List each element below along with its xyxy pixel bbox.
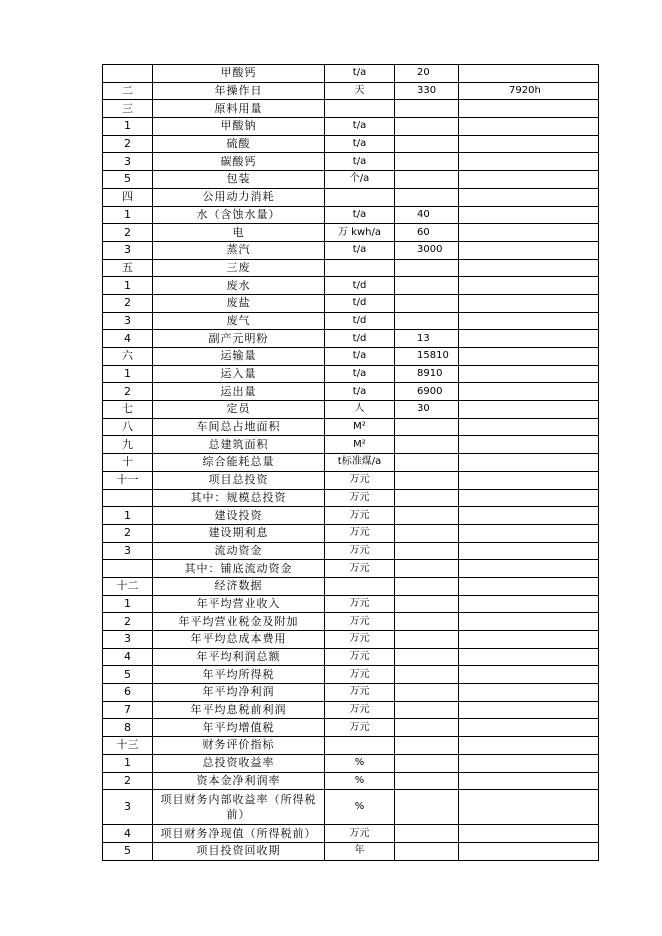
item-name: 定员 bbox=[153, 401, 325, 419]
item-name: 副产元明粉 bbox=[153, 330, 325, 348]
row-number bbox=[103, 65, 153, 83]
item-note bbox=[459, 294, 599, 312]
item-name: 项目投资回收期 bbox=[153, 842, 325, 860]
row-number: 2 bbox=[103, 224, 153, 242]
table-row bbox=[103, 471, 599, 489]
item-name: 三废 bbox=[153, 259, 325, 277]
item-note: 7920h bbox=[459, 82, 599, 100]
item-name: 经济数据 bbox=[153, 577, 325, 595]
item-note bbox=[459, 259, 599, 277]
item-value bbox=[395, 842, 459, 860]
indicator-table bbox=[102, 64, 599, 861]
item-unit: 万元 bbox=[325, 825, 395, 843]
item-unit: t/a bbox=[325, 348, 395, 366]
table-row bbox=[103, 365, 599, 383]
item-value bbox=[395, 471, 459, 489]
item-note bbox=[459, 383, 599, 401]
table-row bbox=[103, 772, 599, 790]
item-note bbox=[459, 595, 599, 613]
item-note bbox=[459, 348, 599, 366]
item-value bbox=[395, 454, 459, 472]
item-unit: t/d bbox=[325, 277, 395, 295]
item-note bbox=[459, 418, 599, 436]
item-note bbox=[459, 754, 599, 772]
item-value: 15810 bbox=[395, 348, 459, 366]
row-number: 1 bbox=[103, 277, 153, 295]
item-value bbox=[395, 613, 459, 631]
item-note bbox=[459, 153, 599, 171]
row-number: 3 bbox=[103, 153, 153, 171]
item-value: 60 bbox=[395, 224, 459, 242]
item-name: 包装 bbox=[153, 171, 325, 189]
item-name: 其中：规模总投资 bbox=[153, 489, 325, 507]
item-name: 年平均总成本费用 bbox=[153, 631, 325, 649]
item-unit: t/a bbox=[325, 206, 395, 224]
item-note bbox=[459, 524, 599, 542]
item-name: 财务评价指标 bbox=[153, 737, 325, 755]
item-note bbox=[459, 842, 599, 860]
item-name: 硫酸 bbox=[153, 135, 325, 153]
item-unit: 人 bbox=[325, 401, 395, 419]
item-value: 20 bbox=[395, 65, 459, 83]
item-note bbox=[459, 206, 599, 224]
table-row bbox=[103, 524, 599, 542]
item-name: 建设投资 bbox=[153, 507, 325, 525]
item-unit: 年 bbox=[325, 842, 395, 860]
table-row bbox=[103, 542, 599, 560]
item-value: 30 bbox=[395, 401, 459, 419]
row-number: 3 bbox=[103, 542, 153, 560]
item-unit: 万元 bbox=[325, 595, 395, 613]
row-number: 十二 bbox=[103, 577, 153, 595]
item-unit: t/d bbox=[325, 294, 395, 312]
row-number: 1 bbox=[103, 595, 153, 613]
row-number: 四 bbox=[103, 188, 153, 206]
item-name: 车间总占地面积 bbox=[153, 418, 325, 436]
table-row bbox=[103, 241, 599, 259]
item-value bbox=[395, 312, 459, 330]
row-number: 1 bbox=[103, 507, 153, 525]
item-note bbox=[459, 65, 599, 83]
table-row bbox=[103, 560, 599, 578]
item-value bbox=[395, 754, 459, 772]
row-number: 1 bbox=[103, 206, 153, 224]
table-row bbox=[103, 224, 599, 242]
row-number: 8 bbox=[103, 719, 153, 737]
item-value bbox=[395, 772, 459, 790]
item-value: 6900 bbox=[395, 383, 459, 401]
item-unit: 万元 bbox=[325, 684, 395, 702]
table-row bbox=[103, 595, 599, 613]
table-row bbox=[103, 842, 599, 860]
item-note bbox=[459, 489, 599, 507]
item-value bbox=[395, 153, 459, 171]
table-row bbox=[103, 436, 599, 454]
item-value bbox=[395, 719, 459, 737]
row-number: 1 bbox=[103, 754, 153, 772]
item-note bbox=[459, 666, 599, 684]
row-number: 5 bbox=[103, 842, 153, 860]
table-row bbox=[103, 577, 599, 595]
row-number: 八 bbox=[103, 418, 153, 436]
table-row bbox=[103, 666, 599, 684]
item-note bbox=[459, 188, 599, 206]
item-note bbox=[459, 507, 599, 525]
item-unit: 万元 bbox=[325, 489, 395, 507]
item-name: 甲酸钙 bbox=[153, 65, 325, 83]
item-unit: 万元 bbox=[325, 613, 395, 631]
table-row bbox=[103, 401, 599, 419]
item-name: 蒸汽 bbox=[153, 241, 325, 259]
table-row bbox=[103, 100, 599, 118]
row-number: 6 bbox=[103, 684, 153, 702]
item-name: 年平均净利润 bbox=[153, 684, 325, 702]
item-note bbox=[459, 241, 599, 259]
item-note bbox=[459, 790, 599, 825]
item-note bbox=[459, 542, 599, 560]
item-note bbox=[459, 648, 599, 666]
item-value: 3000 bbox=[395, 241, 459, 259]
item-value bbox=[395, 790, 459, 825]
row-number bbox=[103, 489, 153, 507]
item-note bbox=[459, 365, 599, 383]
item-note bbox=[459, 224, 599, 242]
item-name: 项目财务净现值（所得税前） bbox=[153, 825, 325, 843]
item-unit bbox=[325, 737, 395, 755]
item-unit bbox=[325, 188, 395, 206]
item-value bbox=[395, 524, 459, 542]
item-unit: t/a bbox=[325, 365, 395, 383]
item-name: 总建筑面积 bbox=[153, 436, 325, 454]
item-name: 项目财务内部收益率（所得税前） bbox=[153, 790, 325, 825]
row-number: 2 bbox=[103, 135, 153, 153]
item-name: 运输量 bbox=[153, 348, 325, 366]
table-row bbox=[103, 135, 599, 153]
table-row bbox=[103, 312, 599, 330]
item-unit bbox=[325, 100, 395, 118]
item-note bbox=[459, 118, 599, 136]
item-unit: 万元 bbox=[325, 507, 395, 525]
table-row bbox=[103, 348, 599, 366]
item-value bbox=[395, 118, 459, 136]
item-name: 原料用量 bbox=[153, 100, 325, 118]
row-number: 2 bbox=[103, 524, 153, 542]
item-unit: M² bbox=[325, 418, 395, 436]
row-number: 7 bbox=[103, 701, 153, 719]
item-value: 330 bbox=[395, 82, 459, 100]
table-row bbox=[103, 825, 599, 843]
item-note bbox=[459, 436, 599, 454]
item-unit: 万元 bbox=[325, 631, 395, 649]
item-value bbox=[395, 507, 459, 525]
row-number: 3 bbox=[103, 241, 153, 259]
item-name: 年平均息税前利润 bbox=[153, 701, 325, 719]
table-row bbox=[103, 701, 599, 719]
item-unit: t/a bbox=[325, 65, 395, 83]
table-row bbox=[103, 631, 599, 649]
item-value: 13 bbox=[395, 330, 459, 348]
row-number: 十一 bbox=[103, 471, 153, 489]
item-note bbox=[459, 737, 599, 755]
item-name: 综合能耗总量 bbox=[153, 454, 325, 472]
item-unit: t/a bbox=[325, 153, 395, 171]
item-unit: t/d bbox=[325, 312, 395, 330]
row-number: 3 bbox=[103, 312, 153, 330]
item-value bbox=[395, 666, 459, 684]
item-note bbox=[459, 701, 599, 719]
table-row bbox=[103, 719, 599, 737]
row-number: 5 bbox=[103, 666, 153, 684]
row-number: 六 bbox=[103, 348, 153, 366]
item-name: 建设期利息 bbox=[153, 524, 325, 542]
item-name: 运入量 bbox=[153, 365, 325, 383]
item-value bbox=[395, 259, 459, 277]
row-number: 1 bbox=[103, 365, 153, 383]
item-note bbox=[459, 577, 599, 595]
item-unit: 天 bbox=[325, 82, 395, 100]
row-number: 4 bbox=[103, 330, 153, 348]
item-note bbox=[459, 135, 599, 153]
item-unit: % bbox=[325, 790, 395, 825]
item-value bbox=[395, 100, 459, 118]
item-note bbox=[459, 401, 599, 419]
item-unit: 个/a bbox=[325, 171, 395, 189]
item-unit: 万元 bbox=[325, 719, 395, 737]
table-row bbox=[103, 171, 599, 189]
item-unit: t/a bbox=[325, 135, 395, 153]
item-value bbox=[395, 135, 459, 153]
row-number bbox=[103, 560, 153, 578]
item-name: 水（含蚀水量） bbox=[153, 206, 325, 224]
item-name: 年平均利润总额 bbox=[153, 648, 325, 666]
item-name: 其中：铺底流动资金 bbox=[153, 560, 325, 578]
row-number: 3 bbox=[103, 631, 153, 649]
item-note bbox=[459, 277, 599, 295]
row-number: 十三 bbox=[103, 737, 153, 755]
item-unit: M² bbox=[325, 436, 395, 454]
table-row bbox=[103, 294, 599, 312]
item-name: 资本金净利润率 bbox=[153, 772, 325, 790]
item-value bbox=[395, 188, 459, 206]
item-value bbox=[395, 648, 459, 666]
table-row bbox=[103, 648, 599, 666]
item-value bbox=[395, 294, 459, 312]
row-number: 二 bbox=[103, 82, 153, 100]
row-number: 2 bbox=[103, 294, 153, 312]
item-value bbox=[395, 701, 459, 719]
item-name: 年平均增值税 bbox=[153, 719, 325, 737]
item-name: 年操作日 bbox=[153, 82, 325, 100]
item-value bbox=[395, 737, 459, 755]
row-number: 1 bbox=[103, 118, 153, 136]
item-name: 年平均营业收入 bbox=[153, 595, 325, 613]
item-note bbox=[459, 330, 599, 348]
row-number: 4 bbox=[103, 825, 153, 843]
item-unit: t/a bbox=[325, 241, 395, 259]
item-value bbox=[395, 631, 459, 649]
item-name: 废盐 bbox=[153, 294, 325, 312]
item-value bbox=[395, 542, 459, 560]
row-number: 七 bbox=[103, 401, 153, 419]
item-value bbox=[395, 577, 459, 595]
item-unit bbox=[325, 259, 395, 277]
table-row bbox=[103, 418, 599, 436]
item-name: 甲酸钠 bbox=[153, 118, 325, 136]
table-row bbox=[103, 188, 599, 206]
item-name: 运出量 bbox=[153, 383, 325, 401]
row-number: 4 bbox=[103, 648, 153, 666]
item-unit: % bbox=[325, 772, 395, 790]
row-number: 十 bbox=[103, 454, 153, 472]
item-note bbox=[459, 631, 599, 649]
item-unit: 万元 bbox=[325, 648, 395, 666]
item-note bbox=[459, 613, 599, 631]
row-number: 九 bbox=[103, 436, 153, 454]
item-unit: 万元 bbox=[325, 560, 395, 578]
item-note bbox=[459, 719, 599, 737]
item-note bbox=[459, 684, 599, 702]
item-value bbox=[395, 684, 459, 702]
indicator-table-body bbox=[103, 65, 599, 861]
item-unit: 万元 bbox=[325, 666, 395, 684]
table-row bbox=[103, 206, 599, 224]
table-row bbox=[103, 65, 599, 83]
item-value bbox=[395, 560, 459, 578]
item-value bbox=[395, 595, 459, 613]
item-unit: 万元 bbox=[325, 701, 395, 719]
row-number: 2 bbox=[103, 383, 153, 401]
item-unit: t/a bbox=[325, 118, 395, 136]
item-name: 流动资金 bbox=[153, 542, 325, 560]
item-value bbox=[395, 489, 459, 507]
item-unit: t标准煤/a bbox=[325, 454, 395, 472]
row-number: 3 bbox=[103, 790, 153, 825]
item-value bbox=[395, 825, 459, 843]
item-name: 碳酸钙 bbox=[153, 153, 325, 171]
item-name: 电 bbox=[153, 224, 325, 242]
item-unit: t/d bbox=[325, 330, 395, 348]
table-row bbox=[103, 489, 599, 507]
item-unit: 万元 bbox=[325, 471, 395, 489]
item-note bbox=[459, 772, 599, 790]
table-row bbox=[103, 153, 599, 171]
item-name: 废气 bbox=[153, 312, 325, 330]
table-row bbox=[103, 118, 599, 136]
table-row bbox=[103, 330, 599, 348]
item-note bbox=[459, 471, 599, 489]
row-number: 三 bbox=[103, 100, 153, 118]
table-row bbox=[103, 383, 599, 401]
table-row bbox=[103, 684, 599, 702]
row-number: 2 bbox=[103, 613, 153, 631]
table-row bbox=[103, 754, 599, 772]
item-unit: 万元 bbox=[325, 542, 395, 560]
table-row bbox=[103, 737, 599, 755]
item-unit: t/a bbox=[325, 383, 395, 401]
table-row bbox=[103, 790, 599, 825]
item-note bbox=[459, 454, 599, 472]
row-number: 5 bbox=[103, 171, 153, 189]
item-note bbox=[459, 100, 599, 118]
item-value: 8910 bbox=[395, 365, 459, 383]
table-row bbox=[103, 82, 599, 100]
item-name: 年平均所得税 bbox=[153, 666, 325, 684]
table-row bbox=[103, 454, 599, 472]
item-name: 年平均营业税金及附加 bbox=[153, 613, 325, 631]
item-note bbox=[459, 171, 599, 189]
item-note bbox=[459, 825, 599, 843]
table-row bbox=[103, 277, 599, 295]
item-unit: 万元 bbox=[325, 524, 395, 542]
item-value bbox=[395, 277, 459, 295]
item-value bbox=[395, 171, 459, 189]
item-value bbox=[395, 418, 459, 436]
item-unit: 万 kwh/a bbox=[325, 224, 395, 242]
table-row bbox=[103, 259, 599, 277]
item-unit: % bbox=[325, 754, 395, 772]
item-name: 项目总投资 bbox=[153, 471, 325, 489]
item-name: 总投资收益率 bbox=[153, 754, 325, 772]
table-row bbox=[103, 507, 599, 525]
item-name: 废水 bbox=[153, 277, 325, 295]
item-name: 公用动力消耗 bbox=[153, 188, 325, 206]
table-row bbox=[103, 613, 599, 631]
item-note bbox=[459, 312, 599, 330]
item-note bbox=[459, 560, 599, 578]
row-number: 2 bbox=[103, 772, 153, 790]
row-number: 五 bbox=[103, 259, 153, 277]
item-value bbox=[395, 436, 459, 454]
item-value: 40 bbox=[395, 206, 459, 224]
item-unit bbox=[325, 577, 395, 595]
